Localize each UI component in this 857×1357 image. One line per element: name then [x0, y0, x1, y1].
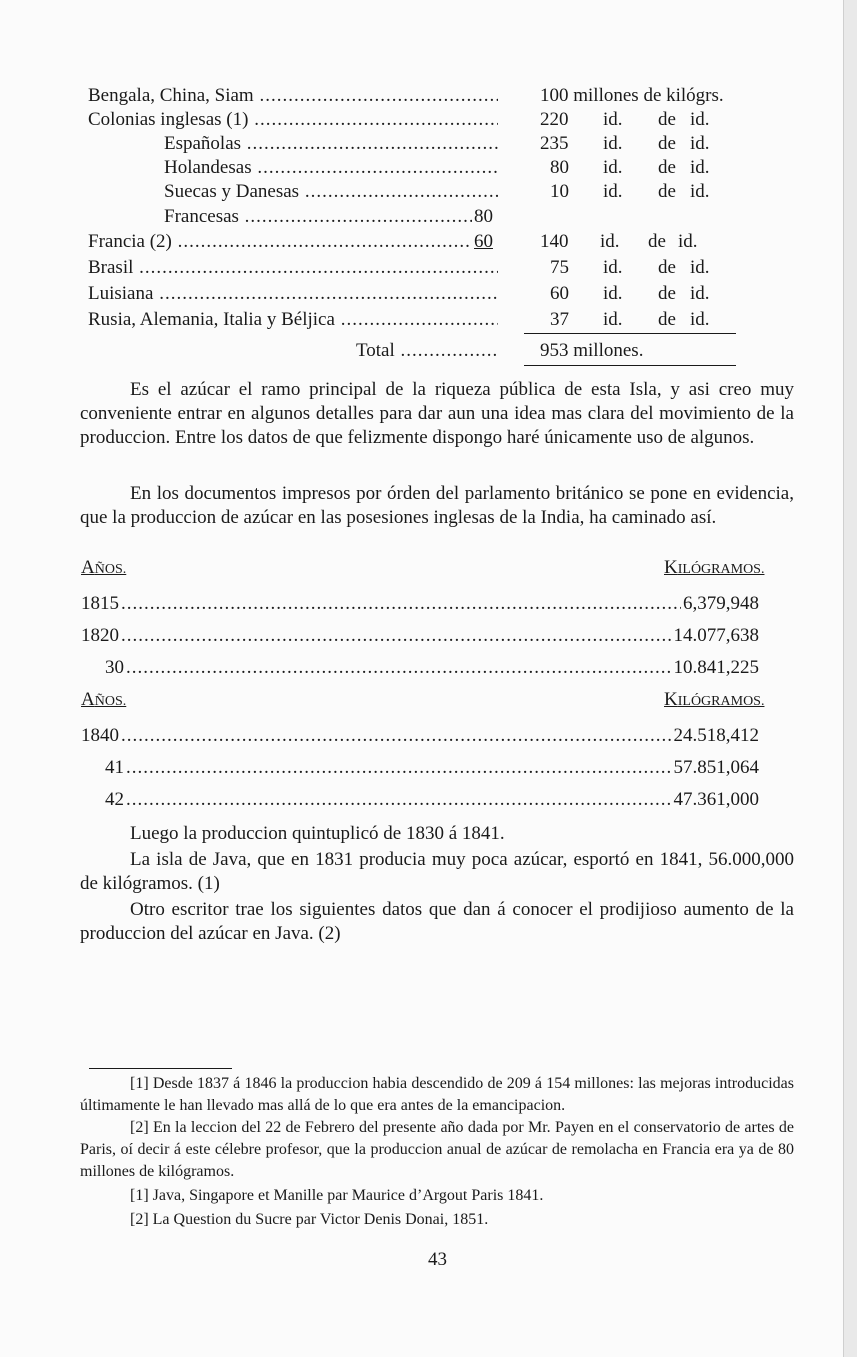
table-row-subvalue: 80 [474, 206, 493, 227]
table-row: 1840 ..... 24.518,412 [81, 724, 759, 748]
page-number: 43 [428, 1249, 447, 1270]
table-row-unit2: id. [690, 309, 710, 330]
total-label: Total ..... [356, 339, 498, 363]
total-rule [524, 365, 736, 366]
table-row-label: Suecas y Danesas ..... [164, 180, 498, 204]
table-row-de: de [658, 133, 676, 154]
years-header: AÑOS. [81, 557, 127, 578]
table-row-de: de [648, 231, 666, 252]
table-row-unit: id. [603, 133, 623, 154]
paragraph: Otro escritor trae los siguientes datos que dan á conocer el prodijioso aumento de la produccion del azúcar en Java. (2) [80, 899, 794, 944]
table-row-unit2: id. [690, 181, 710, 202]
table-row: 30 ..... 10.841,225 [81, 656, 759, 680]
table-row: 1820 ..... 14.077,638 [81, 624, 759, 648]
years-header: AÑOS. [81, 689, 127, 710]
table-row-unit2: id. [690, 133, 710, 154]
table-row-de: de [658, 309, 676, 330]
table-row-label: Brasil ..... [88, 256, 498, 280]
kilograms-header: KILÓGRAMOS. [664, 689, 765, 710]
table-row-value: 140 [540, 231, 569, 252]
table-row-unit2: id. [690, 157, 710, 178]
table-row-unit: id. [603, 157, 623, 178]
footnote: [1] Desde 1837 á 1846 la produccion habia descendido de 209 á 154 millones: las mejoras introducidas últimamente le han llevado mas allá de lo que era antes de la emancipacion. [80, 1075, 794, 1114]
table-row-unit2: id. [690, 109, 710, 130]
table-row-label: Rusia, Alemania, Italia y Béljica ..... [88, 308, 498, 332]
table-row-unit2: id. [690, 283, 710, 304]
table-row-unit: id. [600, 231, 620, 252]
table-row-value: 100 millones de kilógrs. [540, 85, 724, 106]
table-row-value: 10 [550, 181, 569, 202]
table-row-label: Españolas ..... [164, 132, 498, 156]
table-row-unit: id. [603, 181, 623, 202]
table-row-unit: id. [603, 109, 623, 130]
table-row-label: Luisiana ..... [88, 282, 498, 306]
table-row-value: 80 [550, 157, 569, 178]
paragraph: Es el azúcar el ramo principal de la riqueza pública de esta Isla, y asi creo muy conveniente entrar en algunos detalles para dar aun una idea mas clara del movimiento de la produccion. Entre los datos de que felizmente dispongo haré únicamente uso de algunos. [80, 379, 794, 448]
total-value: 953 millones. [540, 340, 644, 361]
table-row-label: Colonias inglesas (1) ..... [88, 108, 498, 132]
table-row-de: de [658, 257, 676, 278]
table-row-label: Francia (2) ..... [88, 230, 472, 254]
table-row-unit: id. [603, 257, 623, 278]
paragraph: La isla de Java, que en 1831 producia muy poca azúcar, esportó en 1841, 56.000,000 de kilógramos. (1) [80, 849, 794, 894]
table-row-unit2: id. [678, 231, 698, 252]
table-row-label: Holandesas ..... [164, 156, 498, 180]
sum-rule [524, 333, 736, 334]
table-row-de: de [658, 157, 676, 178]
table-row: 41 ..... 57.851,064 [81, 756, 759, 780]
table-row: 1815 ..... 6,379,948 [81, 592, 759, 616]
footnote: [2] La Question du Sucre par Victor Denis Donai, 1851. [130, 1211, 489, 1228]
footnote: [1] Java, Singapore et Manille par Maurice d’Argout Paris 1841. [130, 1187, 544, 1204]
table-row-value: 60 [550, 283, 569, 304]
table-row-unit: id. [603, 283, 623, 304]
table-row-de: de [658, 181, 676, 202]
paragraph: En los documentos impresos por órden del parlamento británico se pone en evidencia, que la produccion de azúcar en las posesiones inglesas de la India, ha caminado así. [80, 483, 794, 528]
table-row-unit2: id. [690, 257, 710, 278]
table-row-de: de [658, 109, 676, 130]
table-row-label: Bengala, China, Siam ..... [88, 84, 498, 108]
table-row-de: de [658, 283, 676, 304]
paragraph: Luego la produccion quintuplicó de 1830 á 1841. [130, 823, 505, 844]
table-row-label: Francesas ..... [164, 205, 472, 229]
table-row-value: 37 [550, 309, 569, 330]
kilograms-header: KILÓGRAMOS. [664, 557, 765, 578]
table-row-unit: id. [603, 309, 623, 330]
table-row-subvalue: 60 [474, 231, 493, 252]
table-row: 42 ..... 47.361,000 [81, 788, 759, 812]
table-row-value: 235 [540, 133, 569, 154]
table-row-value: 75 [550, 257, 569, 278]
table-row-value: 220 [540, 109, 569, 130]
page-edge [843, 0, 857, 1357]
footnote: [2] En la leccion del 22 de Febrero del presente año dada por Mr. Payen en el conservatorio de artes de Paris, oí decir á este célebre profesor, que la produccion anual de azúcar de remolacha en Francia era ya de 80 millones de kilógramos. [80, 1119, 794, 1180]
footnote-rule [89, 1068, 232, 1069]
